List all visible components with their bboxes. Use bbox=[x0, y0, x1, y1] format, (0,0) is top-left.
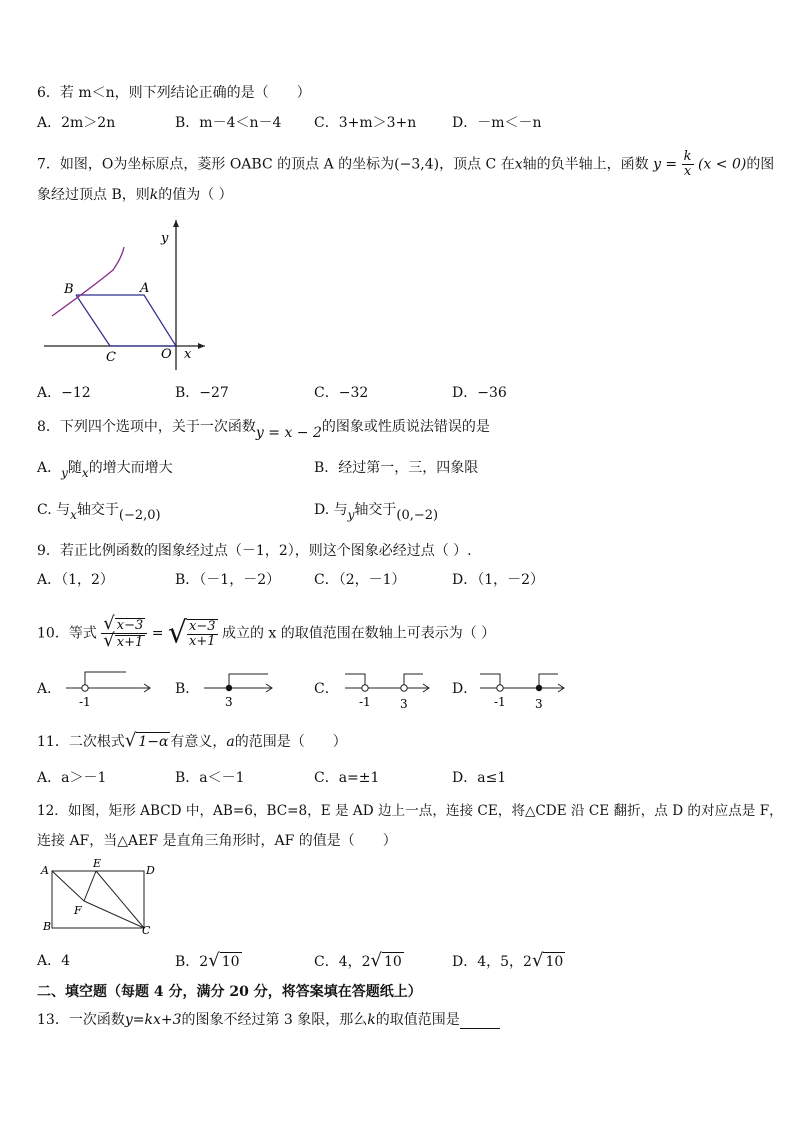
rhombus-oabc bbox=[76, 295, 176, 346]
q10-left-fraction: $\frac{√ x-3}{√ x+1}$ bbox=[101, 617, 147, 650]
rectangle-abcd bbox=[52, 871, 144, 928]
q10-right-fraction: $\frac{x-3}{x+1}$ bbox=[189, 618, 216, 649]
svg-text:C: C bbox=[142, 924, 151, 936]
q7-figure bbox=[40, 215, 210, 375]
q10-number-line-d bbox=[478, 668, 570, 710]
svg-text:D: D bbox=[146, 864, 155, 877]
q11-option-c: C．a=±1 bbox=[314, 770, 380, 786]
svg-text:F: F bbox=[74, 904, 82, 917]
svg-text:A: A bbox=[41, 864, 49, 877]
q12-option-d: D．4，5，2√ 10 bbox=[452, 950, 564, 971]
svg-text:C: C bbox=[106, 350, 116, 365]
svg-text:3: 3 bbox=[400, 697, 408, 710]
q9-option-c: C．（2，－1） bbox=[314, 572, 406, 588]
q6-option-a: A．2m＞2n bbox=[37, 115, 116, 131]
open-point bbox=[82, 685, 88, 691]
q8-option-d: D. 与y轴交于(0,−2) bbox=[314, 502, 439, 523]
q8-option-b: B．经过第一，三，四象限 bbox=[314, 460, 479, 476]
q10-label-a: A． bbox=[37, 681, 62, 697]
q9-option-d: D．（1，－2） bbox=[452, 572, 545, 588]
q10-number-line-c bbox=[343, 668, 435, 710]
q9-stem: 9．若正比例函数的图象经过点（－1，2），则这个图象必经过点（ ）. bbox=[37, 543, 472, 559]
q11-stem: 11．二次根式√ 1−α 有意义，a的范围是（ ） bbox=[37, 730, 347, 751]
q13-answer-blank[interactable] bbox=[460, 1014, 500, 1029]
q10-label-b: B． bbox=[175, 681, 200, 697]
q10-label-d: D． bbox=[452, 681, 478, 697]
q12-option-a: A．4 bbox=[37, 953, 71, 969]
q6-option-d: D．－m＜－n bbox=[452, 115, 542, 131]
q7-stem-line1: 7．如图，O为坐标原点，菱形 OABC 的顶点 A 的坐标为(−3,4)，顶点 C 在x轴的负半轴上，函数 y = $\frac{k}{x}$ (x < 0)的图 bbox=[37, 149, 775, 179]
q7-option-c: C．−32 bbox=[314, 385, 369, 401]
q12-option-b: B．2√ 10 bbox=[175, 950, 240, 971]
q7-option-d: D．−36 bbox=[452, 385, 507, 401]
q13-stem: 13．一次函数y=kx+3的图象不经过第 3 象限，那么k的取值范围是 bbox=[37, 1011, 500, 1029]
q6-stem: 6．若 m＜n，则下列结论正确的是（ ） bbox=[37, 85, 311, 101]
q10-stem: 10．等式 $\frac{√ x-3}{√ x+1}$ = √ $\frac{x-3}{x+1}$ 成立的 x 的取值范围在数轴上可表示为（ ） bbox=[37, 613, 496, 651]
segment-ef bbox=[84, 871, 96, 901]
q12-option-c: C．4，2√ 10 bbox=[314, 950, 402, 971]
q11-option-d: D．a≤1 bbox=[452, 770, 507, 786]
q9-option-a: A．（1，2） bbox=[37, 572, 114, 588]
q12-stem-line2: 连接 AF，当△AEF 是直角三角形时，AF 的值是（ ） bbox=[37, 833, 397, 849]
q11-option-a: A．a＞－1 bbox=[37, 770, 107, 786]
svg-text:O: O bbox=[161, 347, 172, 362]
q9-option-b: B．（－1，－2） bbox=[175, 572, 281, 588]
q7-option-b: B．−27 bbox=[175, 385, 229, 401]
q6-option-b: B．m－4＜n－4 bbox=[175, 115, 282, 131]
svg-text:3: 3 bbox=[225, 695, 233, 709]
svg-text:-1: -1 bbox=[494, 695, 506, 709]
q12-figure bbox=[38, 856, 158, 936]
q8-option-c: C. 与x轴交于(−2,0) bbox=[37, 502, 161, 523]
q10-number-line-a bbox=[64, 668, 156, 710]
svg-text:A: A bbox=[140, 281, 150, 296]
q6-option-c: C．3+m＞3+n bbox=[314, 115, 417, 131]
segment-cf bbox=[84, 901, 144, 928]
q10-number-line-b bbox=[202, 668, 278, 710]
q7-option-a: A．−12 bbox=[37, 385, 91, 401]
svg-text:E: E bbox=[93, 857, 102, 870]
svg-text:-1: -1 bbox=[359, 695, 371, 709]
svg-text:-1: -1 bbox=[79, 695, 91, 709]
closed-point bbox=[226, 685, 232, 691]
q12-stem-line1: 12．如图，矩形 ABCD 中，AB=6，BC=8，E 是 AD 边上一点，连接 CE，将△CDE 沿 CE 翻折，点 D 的对应点是 F， bbox=[37, 803, 783, 819]
q10-label-c: C． bbox=[314, 681, 339, 697]
svg-text:x: x bbox=[184, 347, 192, 362]
q8-option-a: A．y随x的增大而增大 bbox=[37, 460, 173, 480]
segment-af bbox=[52, 871, 84, 901]
svg-text:3: 3 bbox=[535, 697, 543, 710]
section-heading-fill-in: 二、填空题（每题 4 分，满分 20 分，将答案填在答题纸上） bbox=[37, 984, 422, 1000]
q11-option-b: B．a＜－1 bbox=[175, 770, 245, 786]
q7-fraction: $\frac{k}{x}$ bbox=[683, 149, 692, 179]
hyperbola-curve bbox=[52, 247, 124, 316]
svg-text:B: B bbox=[64, 282, 74, 297]
q8-stem: 8．下列四个选项中，关于一次函数y = x − 2的图象或性质说法错误的是 bbox=[37, 419, 490, 441]
q7-stem-line2: 象经过顶点 B，则k的值为（ ） bbox=[37, 187, 233, 203]
svg-text:y: y bbox=[161, 231, 169, 246]
q7-point-a: (−3,4) bbox=[394, 156, 440, 173]
svg-text:B: B bbox=[43, 920, 52, 933]
segment-ce bbox=[96, 871, 144, 928]
